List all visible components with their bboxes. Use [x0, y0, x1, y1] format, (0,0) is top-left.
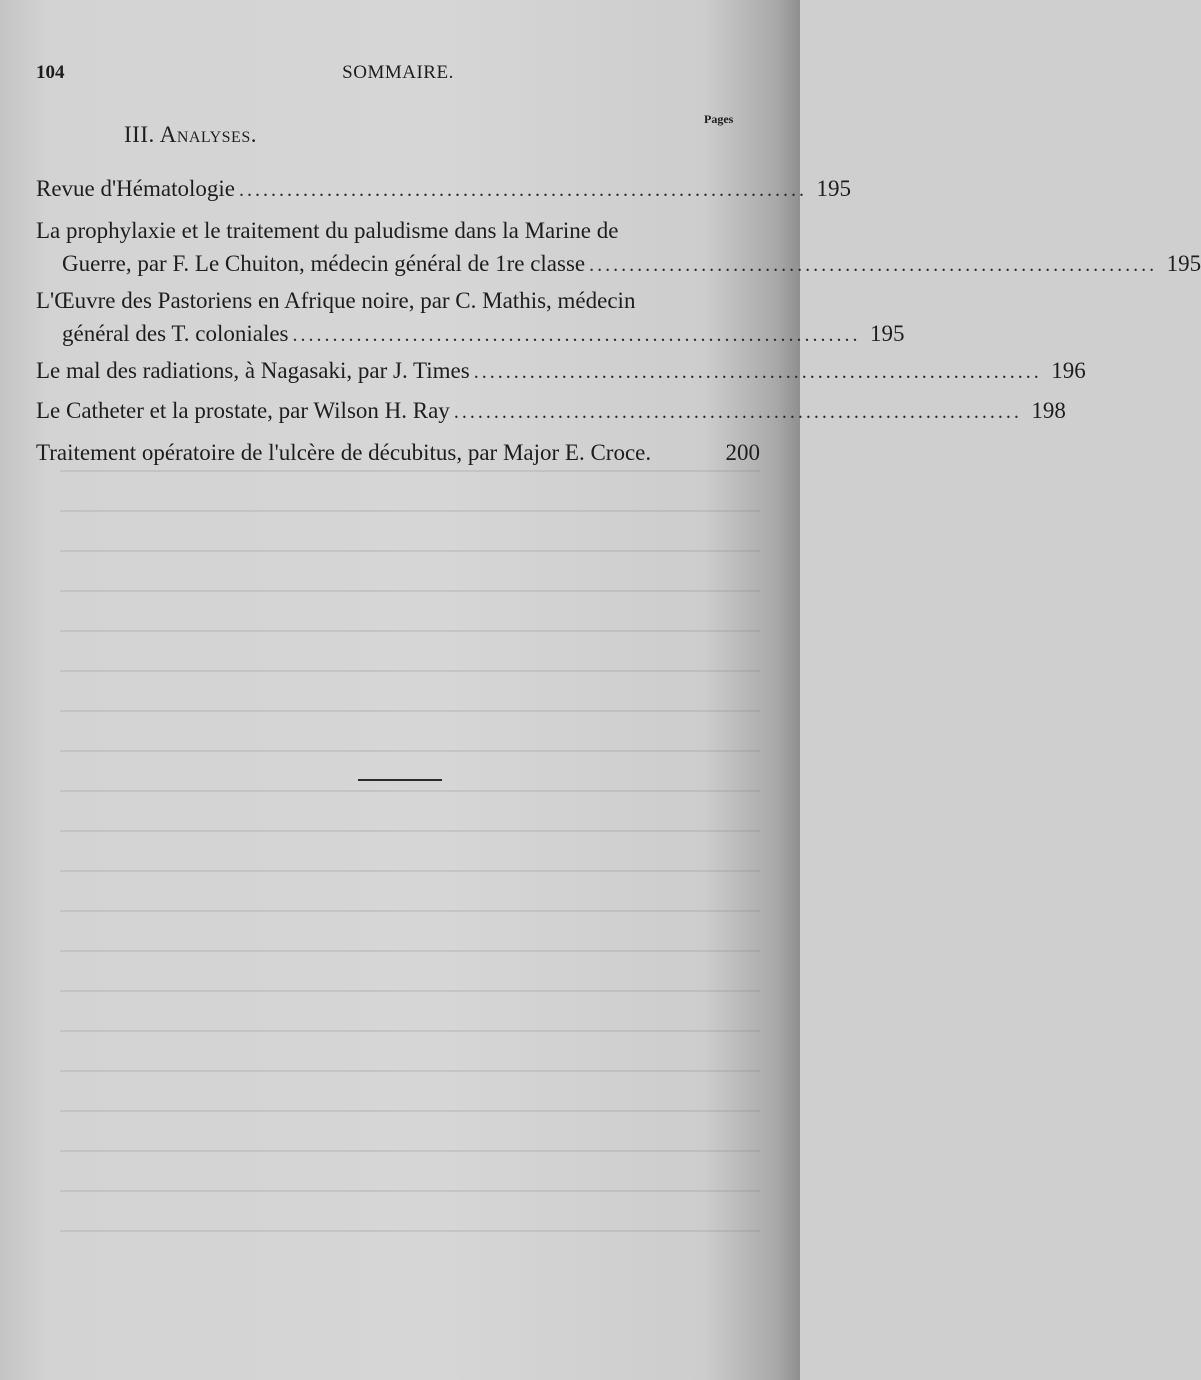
page-header	[36, 62, 760, 88]
running-title: SOMMAIRE.	[342, 62, 454, 83]
toc-entry	[36, 436, 760, 469]
entry-page: 195	[1166, 251, 1201, 276]
entry-page: 195	[870, 321, 905, 346]
leader-dots: .......................................................................	[292, 324, 861, 346]
entry-title-continued: général des T. coloniales	[62, 321, 289, 346]
leader-dots: .......................................................................	[473, 361, 1042, 383]
section-heading: III. Analyses.	[124, 122, 257, 147]
entry-page: 200	[725, 440, 760, 465]
entry-page: 198	[1031, 398, 1066, 423]
toc-entry	[36, 354, 1086, 389]
entry-title-continued: Guerre, par F. Le Chuiton, médecin général de 1re classe	[62, 251, 586, 276]
entry-title: La prophylaxie et le traitement du paludisme dans la Marine de	[36, 218, 619, 243]
page-number: 104	[36, 62, 65, 83]
toc-entry	[36, 214, 1201, 282]
toc-entry	[36, 172, 851, 207]
pages-column-label: Pages	[704, 112, 734, 126]
entry-page: 196	[1051, 358, 1086, 383]
entry-title: Revue d'Hématologie	[36, 176, 235, 201]
leader-dots: .......................................................................	[589, 254, 1158, 276]
leader-dots: .......................................................................	[453, 401, 1022, 423]
leader-dots: .......................................................................	[238, 179, 807, 201]
toc-entry	[36, 284, 905, 352]
entry-title: Le mal des radiations, à Nagasaki, par J. Times	[36, 358, 470, 383]
entry-title: L'Œuvre des Pastoriens en Afrique noire, par C. Mathis, médecin	[36, 288, 636, 313]
end-rule	[358, 779, 442, 781]
show-through-texture	[60, 470, 760, 1350]
entry-title: Le Catheter et la prostate, par Wilson H. Ray	[36, 398, 450, 423]
entry-page: 195	[816, 176, 851, 201]
toc-entry	[36, 394, 1066, 429]
entry-title: Traitement opératoire de l'ulcère de décubitus, par Major E. Croce.	[36, 440, 652, 465]
